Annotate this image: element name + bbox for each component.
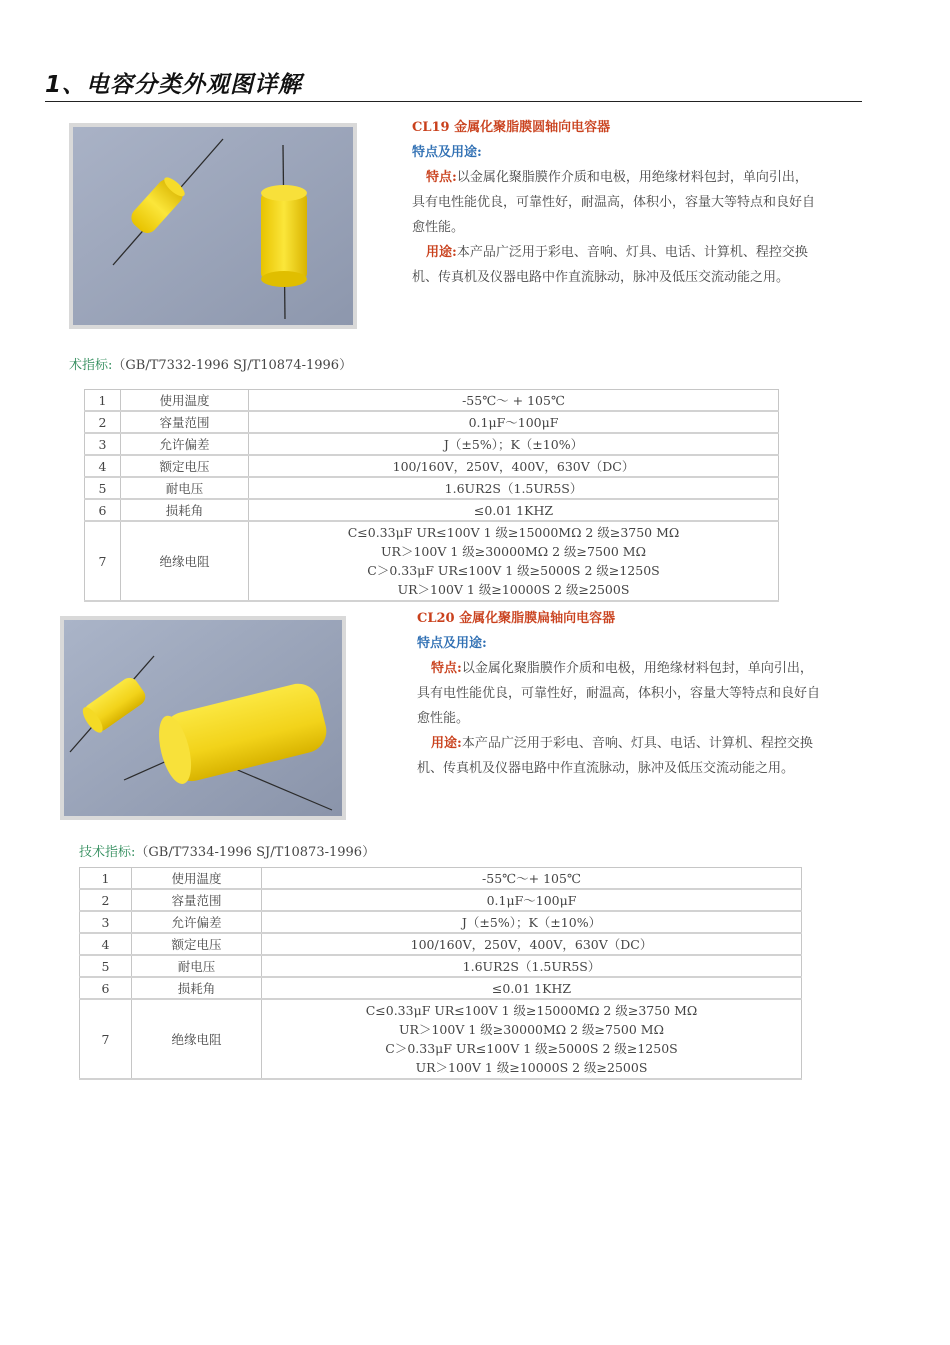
row-number: 6 (85, 499, 121, 521)
param-name: 容量范围 (132, 889, 262, 911)
row-number: 3 (85, 433, 121, 455)
param-value: -55℃～+ 105℃ (262, 868, 802, 890)
table-row (80, 955, 802, 977)
table-row (80, 889, 802, 911)
table-row (85, 477, 779, 499)
cl20-feature-lead: 特点: (431, 661, 462, 676)
row-number: 7 (80, 999, 132, 1079)
cl20-capacitor-photo (60, 616, 346, 820)
cl19-feature-text: 以金属化聚脂膜作介质和电极，用绝缘材料包封，单向引出，具有电性能优良，可靠性好，耐温高，体积小，容量大等特点和良好自愈性能。 (412, 170, 816, 235)
cl20-feature-text: 以金属化聚脂膜作介质和电极，用绝缘材料包封，单向引出，具有电性能优良，可靠性好，耐温高，体积小，容量大等特点和良好自愈性能。 (417, 661, 821, 726)
cl20-description (417, 606, 821, 781)
insulation-line: UR＞100V 1 级≥30000MΩ 2 级≥7500 MΩ (381, 544, 646, 559)
cl19-usage-lead: 用途: (426, 245, 457, 260)
table-row (85, 433, 779, 455)
row-number: 7 (85, 521, 121, 601)
cl20-feature-paragraph (417, 656, 821, 731)
table-row (80, 999, 802, 1079)
table-row (85, 499, 779, 521)
param-name: 容量范围 (121, 411, 249, 433)
insulation-line: C＞0.33μF UR≤100V 1 级≥5000S 2 级≥1250S (367, 563, 660, 578)
param-value: 1.6UR2S（1.5UR5S） (262, 955, 802, 977)
insulation-line: C≤0.33μF UR≤100V 1 级≥15000MΩ 2 级≥3750 MΩ (365, 1003, 698, 1018)
row-number: 3 (80, 911, 132, 933)
param-value: ≤0.01 1KHZ (262, 977, 802, 999)
insulation-line: C≤0.33μF UR≤100V 1 级≥15000MΩ 2 级≥3750 MΩ (347, 525, 680, 540)
cl19-usage-paragraph (412, 240, 818, 290)
row-number: 4 (85, 455, 121, 477)
cl20-usage-lead: 用途: (431, 736, 462, 751)
row-number: 6 (80, 977, 132, 999)
param-value: 1.6UR2S（1.5UR5S） (249, 477, 779, 499)
heading-rule (45, 101, 862, 102)
cl20-usage-paragraph (417, 731, 821, 781)
table-row (80, 868, 802, 890)
cl19-capacitor-photo (69, 123, 357, 329)
cl20-usage-text: 本产品广泛用于彩电、音响、灯具、电话、计算机、程控交换机、传真机及仪器电路中作直流脉动，脉冲及低压交流动能之用。 (417, 736, 813, 776)
cl20-spec-label (79, 841, 375, 860)
param-name: 使用温度 (132, 868, 262, 890)
param-name: 使用温度 (121, 390, 249, 412)
insulation-line: UR＞100V 1 级≥10000S 2 级≥2500S (415, 1060, 648, 1075)
cl19-usage-text: 本产品广泛用于彩电、音响、灯具、电话、计算机、程控交换机、传真机及仪器电路中作直流脉动，脉冲及低压交流动能之用。 (412, 245, 808, 285)
row-number: 5 (85, 477, 121, 499)
param-name: 损耗角 (132, 977, 262, 999)
param-value: 100/160V，250V，400V，630V（DC） (262, 933, 802, 955)
param-name: 耐电压 (121, 477, 249, 499)
cl19-spec-standard: （GB/T7332-1996 SJ/T10874-1996） (112, 358, 353, 373)
page-heading: 1、电容分类外观图详解 (45, 72, 303, 98)
cl20-spec-table (79, 867, 802, 1080)
cl19-spec-prefix: 术指标: (69, 358, 113, 373)
param-value: ≤0.01 1KHZ (249, 499, 779, 521)
param-value: -55℃～ + 105℃ (249, 390, 779, 412)
insulation-line: UR＞100V 1 级≥10000S 2 级≥2500S (397, 582, 630, 597)
cl19-feature-lead: 特点: (426, 170, 457, 185)
param-name: 允许偏差 (121, 433, 249, 455)
table-row (80, 911, 802, 933)
row-number: 1 (80, 868, 132, 890)
param-value: 0.1μF～100μF (249, 411, 779, 433)
table-row (85, 411, 779, 433)
param-value: J（±5%）；K（±10%） (249, 433, 779, 455)
cl19-product-title: CL19 金属化聚脂膜圆轴向电容器 (412, 120, 611, 135)
cl20-spec-prefix: 技术指标: (79, 845, 136, 860)
cl20-product-title: CL20 金属化聚脂膜扁轴向电容器 (417, 611, 616, 626)
row-number: 2 (85, 411, 121, 433)
table-row (80, 977, 802, 999)
insulation-line: UR＞100V 1 级≥30000MΩ 2 级≥7500 MΩ (399, 1022, 664, 1037)
cl19-feature-paragraph (412, 165, 818, 240)
param-value (262, 999, 802, 1079)
param-name: 绝缘电阻 (132, 999, 262, 1079)
cl20-features-title: 特点及用途: (417, 636, 487, 651)
row-number: 4 (80, 933, 132, 955)
insulation-line: C＞0.33μF UR≤100V 1 级≥5000S 2 级≥1250S (385, 1041, 678, 1056)
param-value (249, 521, 779, 601)
param-name: 允许偏差 (132, 911, 262, 933)
row-number: 1 (85, 390, 121, 412)
cl19-features-title: 特点及用途: (412, 145, 482, 160)
param-value: 0.1μF～100μF (262, 889, 802, 911)
param-value: J（±5%）；K（±10%） (262, 911, 802, 933)
table-row (85, 455, 779, 477)
row-number: 2 (80, 889, 132, 911)
param-name: 耐电压 (132, 955, 262, 977)
param-name: 绝缘电阻 (121, 521, 249, 601)
row-number: 5 (80, 955, 132, 977)
cl20-spec-standard: （GB/T7334-1996 SJ/T10873-1996） (135, 845, 376, 860)
param-name: 额定电压 (121, 455, 249, 477)
param-value: 100/160V，250V，400V，630V（DC） (249, 455, 779, 477)
param-name: 额定电压 (132, 933, 262, 955)
cl19-description (412, 115, 818, 290)
cl19-spec-table (84, 389, 779, 602)
param-name: 损耗角 (121, 499, 249, 521)
table-row (85, 521, 779, 601)
table-row (80, 933, 802, 955)
table-row (85, 390, 779, 412)
cl19-spec-label (69, 354, 352, 373)
